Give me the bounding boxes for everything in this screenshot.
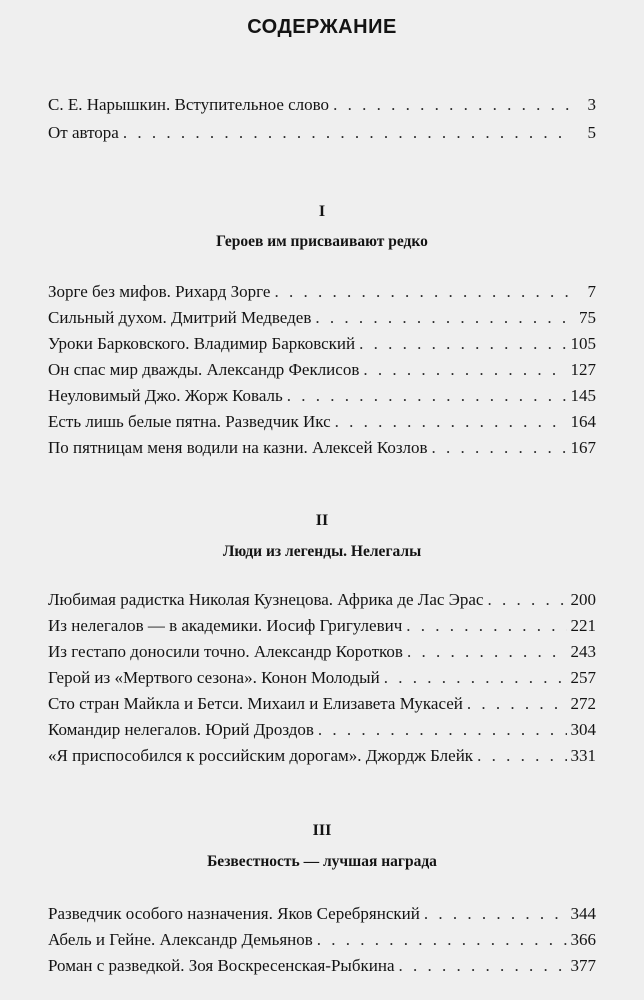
- leader-dots: [318, 718, 567, 742]
- toc-entry: [48, 718, 596, 742]
- entry-page: 75: [579, 308, 596, 327]
- leader-dots: [477, 744, 566, 768]
- toc-entry: [48, 640, 596, 664]
- section-3-heading: Безвестность — лучшая награда: [207, 853, 437, 870]
- entry-page: 5: [587, 123, 596, 142]
- toc-entry: [48, 954, 596, 978]
- leader-dots: [487, 588, 566, 612]
- leader-dots: [123, 121, 570, 145]
- entry-page: 221: [570, 616, 596, 635]
- entry-title: Сто стран Майкла и Бетси. Михаил и Елизавета Мукасей: [48, 694, 463, 713]
- entry-title: «Я приспособился к российским дорогам». Джордж Блейк: [48, 746, 474, 765]
- entry-title: Из гестапо доносили точно. Александр Коротков: [48, 642, 403, 661]
- toc-entry: [48, 436, 596, 460]
- entry-title: Из нелегалов — в академики. Иосиф Григулевич: [48, 616, 403, 635]
- entry-page: 272: [570, 694, 596, 713]
- entry-title: Командир нелегалов. Юрий Дроздов: [48, 720, 314, 739]
- entry-title: Абель и Гейне. Александр Демьянов: [48, 930, 313, 949]
- toc-entry: [48, 306, 596, 330]
- leader-dots: [407, 640, 567, 664]
- leader-dots: [424, 902, 567, 926]
- entry-title: Неуловимый Джо. Жорж Коваль: [48, 386, 283, 405]
- leader-dots: [274, 280, 570, 304]
- entry-page: 243: [570, 642, 596, 661]
- toc-entry: [48, 692, 596, 716]
- toc-entry: [48, 902, 596, 926]
- entry-page: 366: [570, 930, 596, 949]
- leader-dots: [359, 332, 566, 356]
- entry-page: 304: [570, 720, 596, 739]
- entry-page: 127: [570, 360, 596, 379]
- entry-page: 7: [587, 282, 596, 301]
- section-1-number: I: [318, 203, 326, 220]
- leader-dots: [363, 358, 566, 382]
- leader-dots: [287, 384, 567, 408]
- section-3-number: III: [312, 822, 332, 839]
- leader-dots: [335, 410, 567, 434]
- leader-dots: [467, 692, 567, 716]
- section-2-number: II: [315, 512, 329, 529]
- entry-title: Зорге без мифов. Рихард Зорге: [48, 282, 271, 301]
- entry-title: Он спас мир дважды. Александр Феклисов: [48, 360, 360, 379]
- leader-dots: [384, 666, 567, 690]
- leader-dots: [317, 928, 567, 952]
- leader-dots: [432, 436, 567, 460]
- toc-entry: [48, 588, 596, 612]
- entry-title: По пятницам меня водили на казни. Алексей Козлов: [48, 438, 428, 457]
- entry-page: 145: [570, 386, 596, 405]
- toc-entry: [48, 928, 596, 952]
- leader-dots: [398, 954, 566, 978]
- leader-dots: [406, 614, 566, 638]
- entry-page: 105: [570, 334, 596, 353]
- toc-entry: [48, 332, 596, 356]
- section-2-heading: Люди из легенды. Нелегалы: [222, 543, 422, 560]
- entry-title: Сильный духом. Дмитрий Медведев: [48, 308, 312, 327]
- entry-title: Любимая радистка Николая Кузнецова. Африка де Лас Эрас: [48, 590, 484, 609]
- entry-page: 377: [570, 956, 596, 975]
- entry-title: Герой из «Мертвого сезона». Конон Молодый: [48, 668, 380, 687]
- entry-title: Есть лишь белые пятна. Разведчик Икс: [48, 412, 331, 431]
- toc-entry: [48, 666, 596, 690]
- entry-title: С. Е. Нарышкин. Вступительное слово: [48, 95, 330, 114]
- toc-entry: [48, 358, 596, 382]
- entry-page: 167: [570, 438, 596, 457]
- entry-page: 331: [570, 746, 596, 765]
- entry-page: 344: [570, 904, 596, 923]
- entry-title: Уроки Барковского. Владимир Барковский: [48, 334, 356, 353]
- entry-title: Разведчик особого назначения. Яков Серебрянский: [48, 904, 420, 923]
- toc-entry: [48, 280, 596, 304]
- toc-entry-author-note: [48, 121, 596, 145]
- entry-page: 164: [570, 412, 596, 431]
- entry-page: 200: [570, 590, 596, 609]
- toc-entry: [48, 410, 596, 434]
- toc-entry: [48, 384, 596, 408]
- entry-page: 3: [587, 95, 596, 114]
- entry-title: От автора: [48, 123, 119, 142]
- leader-dots: [333, 93, 570, 117]
- toc-entry-foreword: [48, 93, 596, 117]
- entry-page: 257: [570, 668, 596, 687]
- section-1-heading: Героев им присваивают редко: [216, 233, 428, 250]
- leader-dots: [315, 306, 570, 330]
- toc-entry: [48, 744, 596, 768]
- toc-title: СОДЕРЖАНИЕ: [247, 16, 397, 38]
- toc-entry: [48, 614, 596, 638]
- entry-title: Роман с разведкой. Зоя Воскресенская-Рыбкина: [48, 956, 395, 975]
